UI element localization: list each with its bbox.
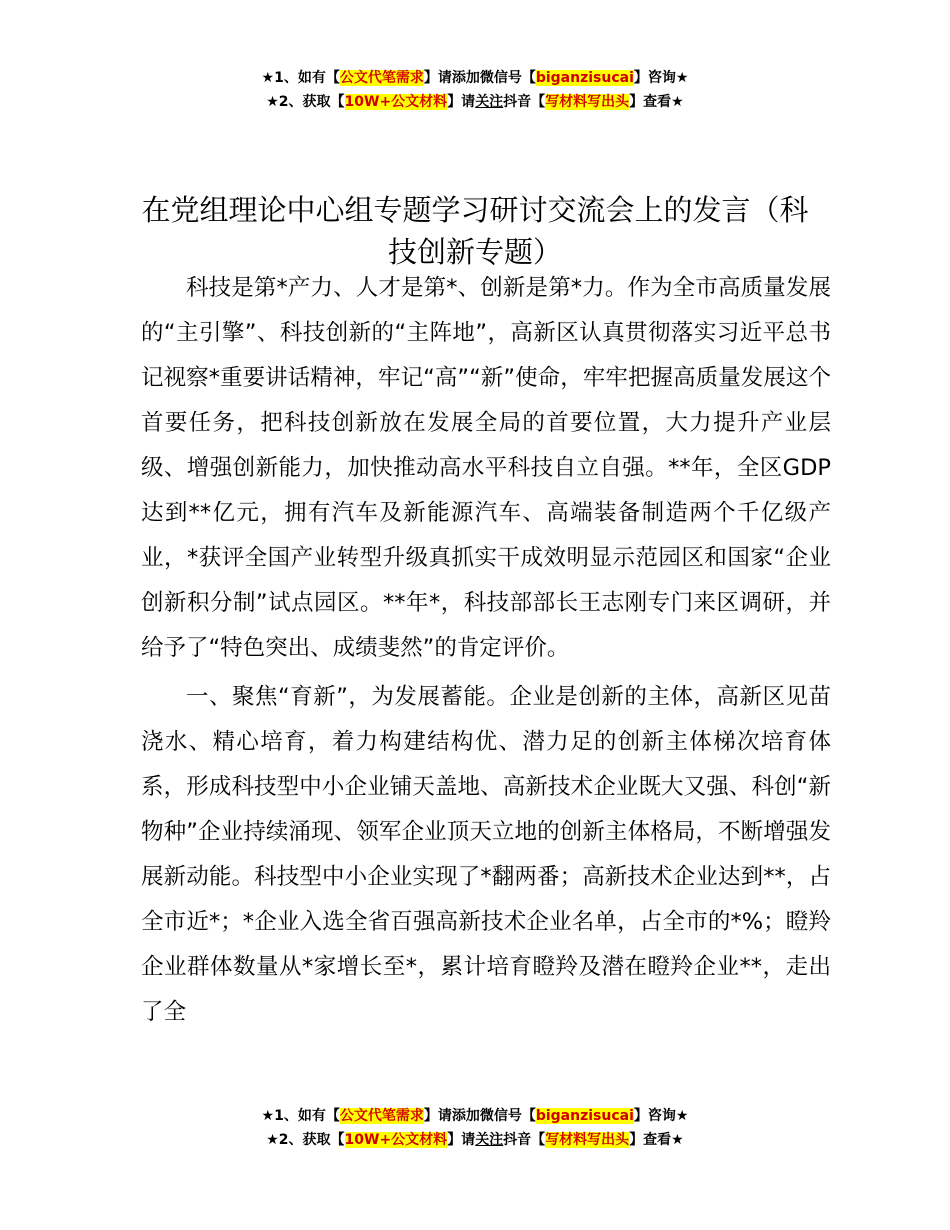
- banner-text: 】请添加微信号【: [423, 70, 536, 86]
- banner-underlined: 关注: [475, 94, 504, 110]
- banner-text: ★2、获取【: [266, 1132, 345, 1148]
- banner-highlight: 10W+公文材料: [344, 94, 448, 110]
- paragraph-section-1: 一、聚焦“育新”，为发展蓄能。企业是创新的主体，高新区见苗浇水、精心培育，着力构建结构优、潜力足的创新主体梯次培育体系，形成科技型中小企业铺天盖地、高新技术企业既大又强、科创“新物种”企业持续涌现、领军企业顶天立地的创新主体格局，不断增强发展新动能。科技型中小企业实现了*翻两番；高新技术企业达到**，占全市近*；*企业入选全省百强高新技术企业名单，占全市的*%；瞪羚企业群体数量从*家增长至*，累计培育瞪羚及潜在瞪羚企业**，走出了全: [141, 684, 831, 1025]
- wechat-id: biganzisucai: [535, 70, 634, 86]
- header-banner: [0, 66, 950, 114]
- banner-highlight: 写材料写出头: [545, 1132, 630, 1148]
- banner-highlight: 写材料写出头: [545, 94, 630, 110]
- banner-text: ★1、如有【: [261, 70, 340, 86]
- wechat-id: biganzisucai: [535, 1108, 634, 1124]
- banner-text: 】请: [447, 94, 476, 110]
- banner-line-1: [0, 1104, 950, 1128]
- banner-text: 】请: [447, 1132, 476, 1148]
- banner-text: 】查看★: [629, 1132, 684, 1148]
- document-body: [141, 266, 831, 1039]
- banner-text: 】请添加微信号【: [423, 1108, 536, 1124]
- banner-underlined: 关注: [475, 1132, 504, 1148]
- banner-text: 】咨询★: [633, 1108, 689, 1124]
- banner-line-1: [0, 66, 950, 90]
- banner-text: ★1、如有【: [261, 1108, 340, 1124]
- banner-line-2: [0, 1128, 950, 1152]
- banner-text: ★2、获取【: [266, 94, 345, 110]
- footer-banner: [0, 1104, 950, 1152]
- banner-text: 】咨询★: [633, 70, 689, 86]
- banner-highlight: 公文代笔需求: [339, 70, 424, 86]
- paragraph-intro: 科技是第*产力、人才是第*、创新是第*力。作为全市高质量发展的“主引擎”、科技创新的“主阵地”，高新区认真贯彻落实习近平总书记视察*重要讲话精神，牢记“高”“新”使命，牢牢把握高质量发展这个首要任务，把科技创新放在发展全局的首要位置，大力提升产业层级、增强创新能力，加快推动高水平科技自立自强。**年，全区GDP达到**亿元，拥有汽车及新能源汽车、高端装备制造两个千亿级产业，*获评全国产业转型升级真抓实干成效明显示范园区和国家“企业创新积分制”试点园区。**年*，科技部部长王志刚专门来区调研，并给予了“特色突出、成绩斐然”的肯定评价。: [141, 275, 831, 661]
- banner-text: 抖音【: [503, 94, 546, 110]
- document-title: 在党组理论中心组专题学习研讨交流会上的发言（科技创新专题）: [141, 193, 809, 270]
- banner-highlight: 公文代笔需求: [339, 1108, 424, 1124]
- banner-text: 】查看★: [629, 94, 684, 110]
- banner-text: 抖音【: [503, 1132, 546, 1148]
- banner-highlight: 10W+公文材料: [344, 1132, 448, 1148]
- banner-line-2: [0, 90, 950, 114]
